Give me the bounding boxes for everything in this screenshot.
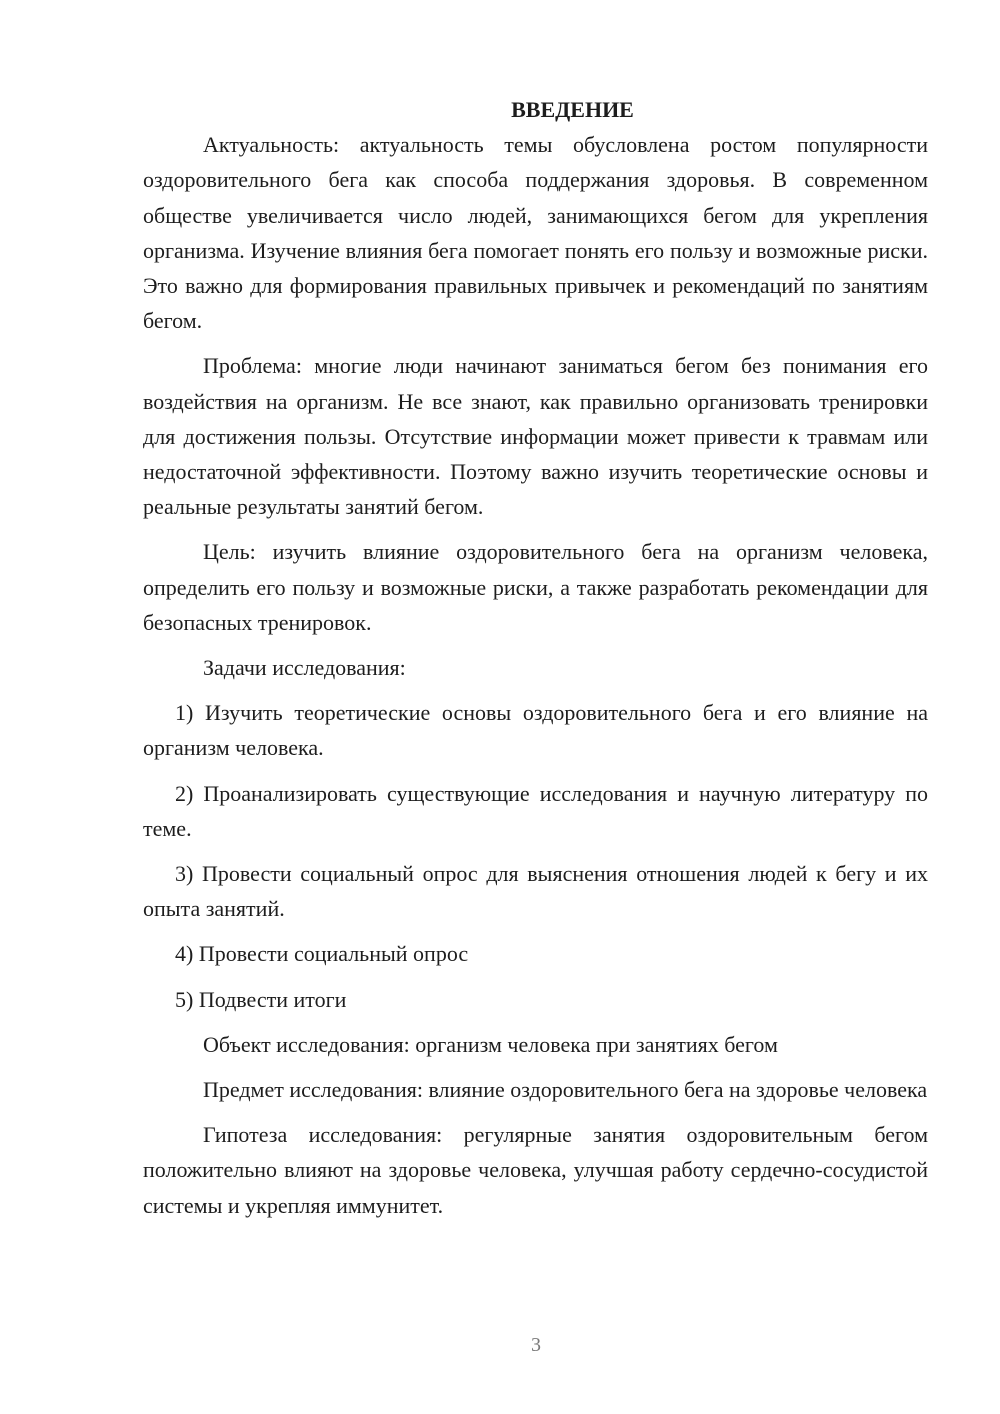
object-paragraph: Объект исследования: организм человека при занятиях бегом <box>203 1031 778 1057</box>
relevance-paragraph: Актуальность: актуальность темы обусловлена ростом популярности оздоровительного бега как способа поддержания здоровья. В современном обществе увеличивается число людей, занимающихся бегом для укрепления организма. Изучение влияния бега помогает понять его пользу и возможные риски. Это важно для формирования правильных привычек и рекомендаций по занятиям бегом. <box>143 132 928 334</box>
task-item-1: 1) Изучить теоретические основы оздоровительного бега и его влияние на организм человека. <box>143 700 928 761</box>
goal-paragraph: Цель: изучить влияние оздоровительного бега на организм человека, определить его пользу и возможные риски, а также разработать рекомендации для безопасных тренировок. <box>143 539 928 635</box>
task-item-5: 5) Подвести итоги <box>175 986 347 1012</box>
hypothesis-paragraph: Гипотеза исследования: регулярные занятия оздоровительным бегом положительно влияют на здоровье человека, улучшая работу сердечно-сосудистой системы и укрепляя иммунитет. <box>143 1122 928 1218</box>
tasks-title: Задачи исследования: <box>203 655 406 681</box>
task-item-2: 2) Проанализировать существующие исследования и научную литературу по теме. <box>143 780 928 841</box>
page-number: 3 <box>531 1334 541 1356</box>
page-content <box>143 92 928 1223</box>
task-item-3: 3) Провести социальный опрос для выяснения отношения людей к бегу и их опыта занятий. <box>143 861 928 922</box>
subject-paragraph: Предмет исследования: влияние оздоровительного бега на здоровье человека <box>203 1077 928 1103</box>
problem-paragraph: Проблема: многие люди начинают заниматься бегом без понимания его воздействия на организм. Не все знают, как правильно организовать тренировки для достижения пользы. Отсутствие информации может привести к травмам или недостаточной эффективности. Поэтому важно изучить теоретические основы и реальные результаты занятий бегом. <box>143 353 928 520</box>
task-item-4: 4) Провести социальный опрос <box>175 941 469 967</box>
page-title: ВВЕДЕНИЕ <box>511 97 634 122</box>
